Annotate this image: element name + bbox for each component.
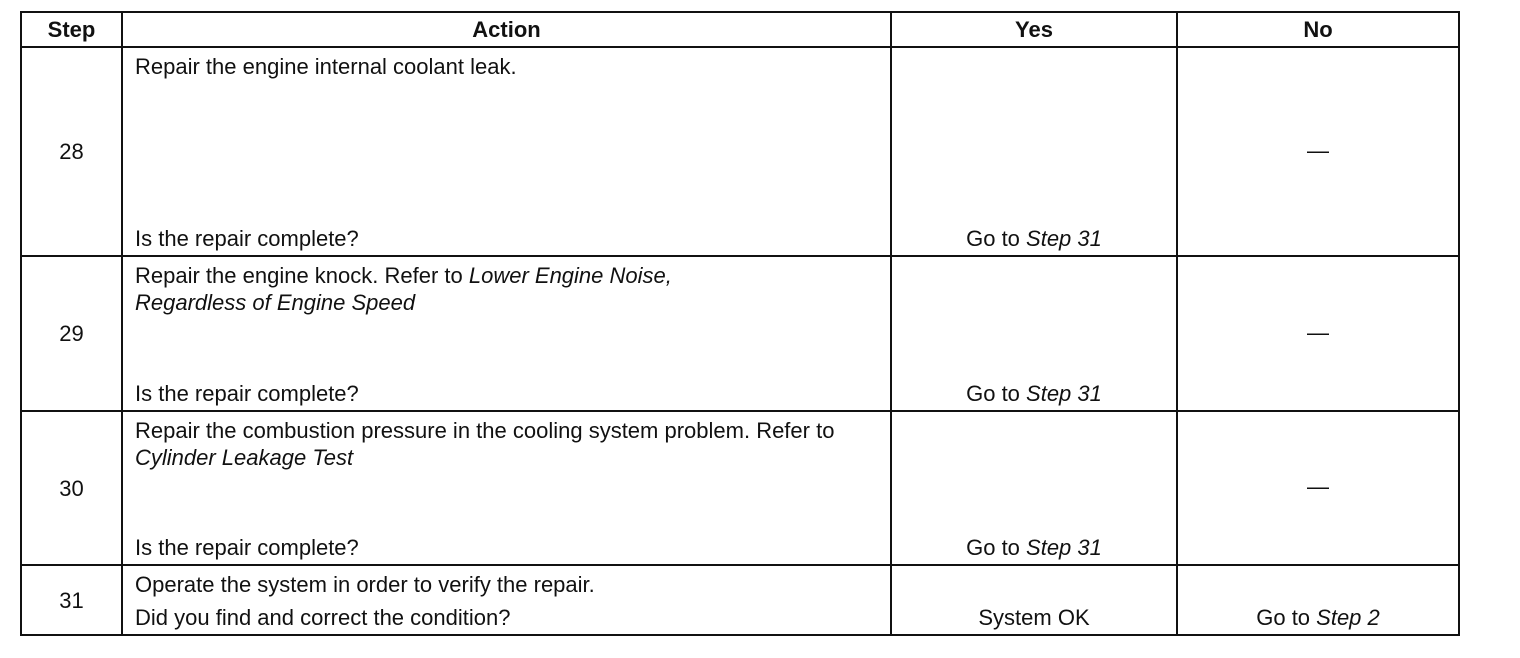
action-reference: Cylinder Leakage Test: [135, 445, 354, 470]
no-result-dash: —: [1307, 474, 1329, 500]
action-cell: [122, 565, 891, 635]
action-question: Did you find and correct the condition?: [135, 605, 511, 630]
no-result-text: Go to: [1256, 605, 1317, 630]
no-cell: [1177, 256, 1459, 411]
header-no: No: [1177, 12, 1459, 47]
yes-cell: [891, 256, 1177, 411]
yes-result-reference: Step 31: [1026, 381, 1102, 406]
table-header-row: [21, 12, 1459, 47]
no-result-dash: —: [1307, 319, 1329, 345]
yes-cell: [891, 47, 1177, 256]
step-number: 31: [21, 565, 122, 635]
no-result-reference: Step 2: [1316, 605, 1380, 630]
action-reference: Lower Engine Noise, Regardless of Engine Speed: [135, 263, 672, 315]
step-number: 29: [21, 256, 122, 411]
action-cell: [122, 256, 891, 411]
action-cell: [122, 47, 891, 256]
no-result: [1178, 604, 1458, 631]
yes-result-text: Go to: [966, 226, 1027, 251]
header-step: Step: [21, 12, 122, 47]
table-row: [21, 256, 1459, 411]
action-instruction: [135, 417, 870, 471]
action-instruction: [135, 53, 878, 80]
header-yes: Yes: [891, 12, 1177, 47]
yes-result: [892, 225, 1176, 252]
action-question: Is the repair complete?: [135, 535, 359, 560]
header-action: Action: [122, 12, 891, 47]
table-row: [21, 411, 1459, 565]
yes-result-text: System OK: [978, 605, 1090, 630]
action-instruction: [135, 262, 765, 316]
yes-result-reference: Step 31: [1026, 535, 1102, 560]
action-instruction: [135, 571, 878, 598]
action-text: Repair the engine internal coolant leak.: [135, 54, 517, 79]
yes-result: [892, 380, 1176, 407]
yes-cell: [891, 411, 1177, 565]
yes-result-reference: Step 31: [1026, 226, 1102, 251]
step-number: 28: [21, 47, 122, 256]
yes-result-text: Go to: [966, 535, 1027, 560]
step-number: 30: [21, 411, 122, 565]
action-text: Repair the engine knock. Refer to: [135, 263, 469, 288]
diagnostic-table: [20, 11, 1460, 636]
yes-result-text: Go to: [966, 381, 1027, 406]
yes-result: [892, 534, 1176, 561]
action-cell: [122, 411, 891, 565]
yes-cell: [891, 565, 1177, 635]
action-question: Is the repair complete?: [135, 381, 359, 406]
action-question: Is the repair complete?: [135, 226, 359, 251]
no-cell: [1177, 565, 1459, 635]
no-cell: [1177, 47, 1459, 256]
no-cell: [1177, 411, 1459, 565]
no-result-dash: —: [1307, 137, 1329, 163]
table-row: [21, 565, 1459, 635]
yes-result: [892, 604, 1176, 631]
action-text: Operate the system in order to verify the repair.: [135, 572, 595, 597]
table-row: [21, 47, 1459, 256]
action-text: Repair the combustion pressure in the cooling system problem. Refer to: [135, 418, 835, 443]
